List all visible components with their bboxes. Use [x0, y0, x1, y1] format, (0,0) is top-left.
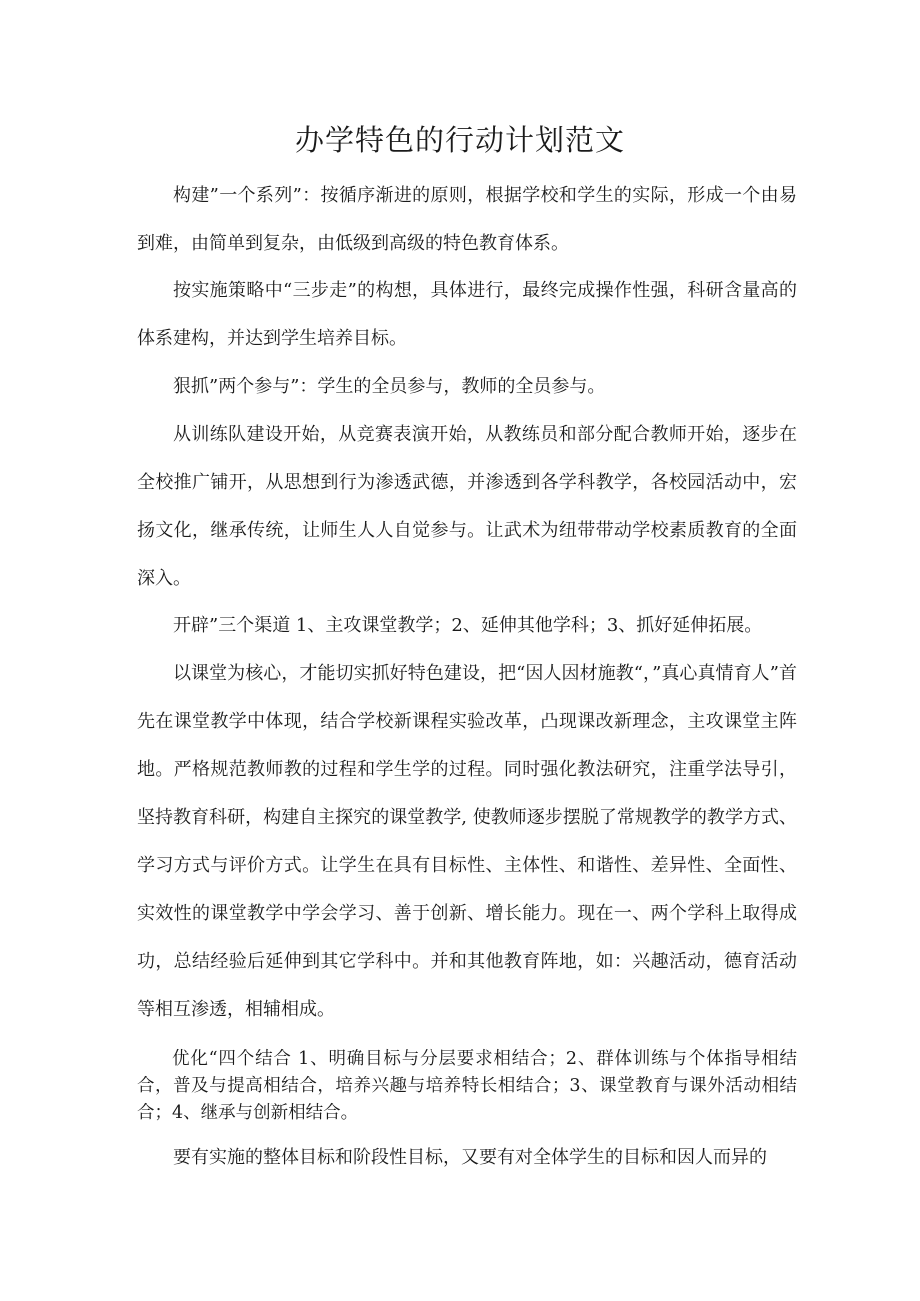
document-title: 办学特色的行动计划范文	[294, 123, 625, 157]
paragraph-three-channels: 开辟”三个渠道 1、主攻课堂教学；2、延伸其他学科；3、抓好延伸拓展。	[173, 615, 763, 636]
paragraph-training-team: 从训练队建设开始，从竞赛表演开始，从教练员和部分配合教师开始，逐步在全校推广铺开，从思想到行为渗透武德，并渗透到各学科教学，各校园活动中，宏扬文化，继承传统，让师生人人自觉参与。让武术为纽带带动学校素质教育的全面深入。	[137, 424, 797, 589]
paragraph-two-participations: 狠抓”两个参与”：学生的全员参与，教师的全员参与。	[173, 376, 606, 397]
paragraph-classroom-core: 以课堂为核心，才能切实抓好特色建设，把“因人因材施教“，”真心真情育人”首先在课堂教学中体现，结合学校新课程实验改革，凸现课改新理念，主攻课堂主阵地。严格规范教师教的过程和学生学的过程。同时强化教法研究，注重学法导引，坚持教育科研，构建自主探究的课堂教学, 使教师逐步摆脱了常规教学的教学方式、学习方式与评价方式。让学生在具有目标性、主体性、和谐性、差异性、全面性、实效性的课堂教学中学会学习、善于创新、增长能力。现在一、两个学科上取得成功，总结经验后延伸到其它学科中。并和其他教育阵地，如：兴趣活动，德育活动等相互渗透，相辅相成。	[137, 663, 797, 1020]
paragraph-four-combinations: 优化“四个结合 1、明确目标与分层要求相结合；2、群体训练与个体指导相结合，普及与提高相结合，培养兴趣与培养特长相结合；3、课堂教育与课外活动相结合；4、继承与创新相结合。	[137, 1049, 797, 1123]
paragraph-goals: 要有实施的整体目标和阶段性目标，又要有对全体学生的目标和因人而异的	[173, 1147, 767, 1168]
paragraph-three-steps: 按实施策略中“三步走”的构想，具体进行，最终完成操作性强，科研含量高的体系建构，并达到学生培养目标。	[137, 280, 797, 349]
paragraph-build-one-series: 构建”一个系列”：按循序渐进的原则，根据学校和学生的实际，形成一个由易到难，由简单到复杂，由低级到高级的特色教育体系。	[137, 185, 797, 254]
